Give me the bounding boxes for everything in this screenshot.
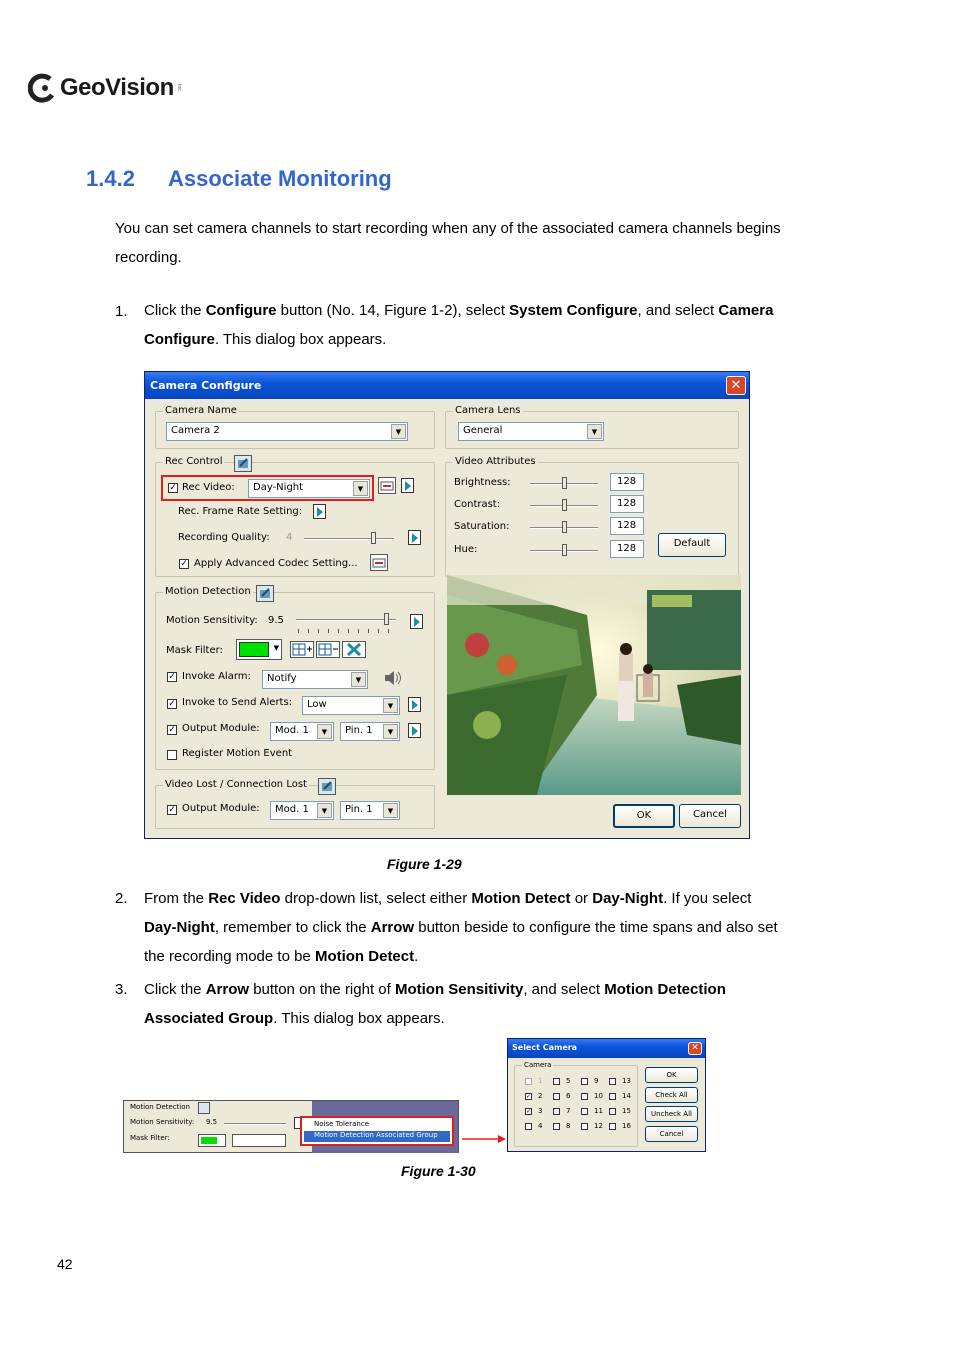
camera-checkbox[interactable] xyxy=(553,1108,560,1115)
section-heading xyxy=(86,166,392,192)
step-1-number: 1. xyxy=(115,303,128,320)
mask-clear-icon[interactable] xyxy=(342,641,366,658)
chevron-down-icon: ▼ xyxy=(587,424,602,439)
sensitivity-value: 9.5 xyxy=(268,615,284,626)
menu-noise-tolerance[interactable]: Noise Tolerance xyxy=(314,1120,370,1128)
motion-detection-snippet xyxy=(123,1100,459,1153)
sensitivity-label: Motion Sensitivity: xyxy=(166,615,258,626)
sensitivity-slider-thumb[interactable] xyxy=(384,613,389,625)
chevron-down-icon: ▼ xyxy=(317,724,332,739)
camera-checkbox[interactable] xyxy=(609,1093,616,1100)
step-2-text: From the Rec Video drop-down list, select either Motion Detect or Day-Night. If you select Day-Night, remember to click the Arrow button beside to configure the time spans and also set the recording mode to be Motion Detect. xyxy=(144,890,778,965)
brightness-label: Brightness: xyxy=(454,477,511,488)
codec-label: Apply Advanced Codec Setting... xyxy=(194,558,358,569)
camera-checkbox-label: 10 xyxy=(594,1092,603,1100)
close-button[interactable]: ✕ xyxy=(726,376,746,395)
camera-name-select[interactable]: Camera 2 ▼ xyxy=(166,422,408,441)
camera-lens-label: Camera Lens xyxy=(455,405,521,416)
menu-associated-group[interactable]: Motion Detection Associated Group xyxy=(304,1131,450,1142)
camera-checkbox[interactable] xyxy=(581,1123,588,1130)
snippet-motion-icon[interactable] xyxy=(198,1102,210,1114)
dialog-title: Camera Configure xyxy=(150,379,262,392)
sensitivity-ticks xyxy=(298,629,394,633)
saturation-value[interactable]: 128 xyxy=(610,517,644,535)
frame-rate-arrow-button[interactable] xyxy=(313,504,326,519)
snippet-context-menu xyxy=(300,1116,454,1146)
quality-slider[interactable] xyxy=(304,538,394,540)
motion-detection-icon[interactable] xyxy=(256,585,274,602)
camera-checkbox-label: 13 xyxy=(622,1077,631,1085)
geovision-logo xyxy=(28,68,182,108)
cancel-button[interactable]: Cancel xyxy=(679,804,741,828)
camera-checkbox[interactable]: ✓ xyxy=(526,1093,532,1100)
chevron-down-icon: ▼ xyxy=(391,424,406,439)
default-button[interactable]: Default xyxy=(658,533,726,557)
chevron-down-icon: ▼ xyxy=(273,644,279,652)
select-camera-title: Select Camera xyxy=(512,1043,578,1052)
snippet-mask-label: Mask Filter: xyxy=(130,1134,170,1142)
camera-checkbox[interactable] xyxy=(609,1108,616,1115)
chevron-down-icon: ▼ xyxy=(383,803,398,818)
snippet-motion-label: Motion Detection xyxy=(130,1103,190,1111)
output-pin-select[interactable]: Pin. 1 ▼ xyxy=(340,722,400,741)
camera-checkbox[interactable]: ✓ xyxy=(526,1108,532,1115)
step-1-text: Click the Configure button (No. 14, Figure 1-2), select System Configure, and select Camera Configure. This dialog box appears. xyxy=(144,302,774,348)
intro-line: You can set camera channels to start recording when any of the associated camera channels begins xyxy=(115,220,781,237)
rec-control-schedule-icon[interactable] xyxy=(234,455,252,472)
contrast-value[interactable]: 128 xyxy=(610,495,644,513)
output-module-label: Output Module: xyxy=(182,723,260,734)
camera-checkbox-label: 9 xyxy=(594,1077,599,1085)
section-title: Associate Monitoring xyxy=(168,166,392,191)
motion-detection-label: Motion Detection xyxy=(165,586,251,597)
camera-name-group xyxy=(155,405,435,449)
saturation-slider-thumb[interactable] xyxy=(562,521,567,533)
speaker-icon[interactable] xyxy=(382,669,402,687)
video-lost-label: Video Lost / Connection Lost xyxy=(165,779,307,790)
snippet-sensitivity-slider[interactable] xyxy=(224,1123,286,1125)
camera-checkbox-label: 16 xyxy=(622,1122,631,1130)
intro-line: recording. xyxy=(115,249,182,266)
camera-checkbox-label: 3 xyxy=(538,1107,543,1115)
chevron-down-icon: ▼ xyxy=(353,481,368,496)
uncheck-all-button[interactable]: Uncheck All xyxy=(645,1106,698,1122)
send-alerts-select[interactable]: Low ▼ xyxy=(302,696,400,715)
quality-slider-thumb[interactable] xyxy=(371,532,376,544)
mask-remove-icon[interactable] xyxy=(316,641,340,658)
contrast-label: Contrast: xyxy=(454,499,501,510)
camera-checkbox[interactable] xyxy=(553,1093,560,1100)
check-all-button[interactable]: Check All xyxy=(645,1087,698,1103)
camera-name-label: Camera Name xyxy=(165,405,237,416)
camera-checkbox-label: 11 xyxy=(594,1107,603,1115)
camera-checkbox-label: 1 xyxy=(538,1077,543,1085)
mask-filter-label: Mask Filter: xyxy=(166,645,223,656)
camera-preview-image xyxy=(447,575,741,795)
motion-detection-group xyxy=(155,586,435,770)
figure-1-30-caption: Figure 1-30 xyxy=(401,1163,476,1179)
video-lost-mod-select[interactable]: Mod. 1 ▼ xyxy=(270,801,334,820)
brightness-slider-thumb[interactable] xyxy=(562,477,567,489)
snippet-sensitivity-label: Motion Sensitivity: xyxy=(130,1118,195,1126)
hue-slider-thumb[interactable] xyxy=(562,544,567,556)
ok-button[interactable]: OK xyxy=(613,804,675,828)
rec-video-arrow-button[interactable] xyxy=(401,478,414,493)
camera-checkbox-label: 14 xyxy=(622,1092,631,1100)
camera-checkbox-label: 5 xyxy=(566,1077,571,1085)
chevron-down-icon: ▼ xyxy=(351,672,366,687)
video-attributes-group xyxy=(445,456,739,577)
chevron-down-icon: ▼ xyxy=(317,803,332,818)
dialog-titlebar xyxy=(145,372,749,399)
hue-label: Hue: xyxy=(454,544,478,555)
camera-checkbox-label: 2 xyxy=(538,1092,543,1100)
chevron-down-icon: ▼ xyxy=(383,724,398,739)
camera-checkbox-label: 8 xyxy=(566,1122,571,1130)
snippet-sensitivity-value: 9.5 xyxy=(206,1118,218,1126)
geovision-logo-icon xyxy=(28,73,58,103)
page-number: 42 xyxy=(57,1256,73,1272)
select-camera-close-button[interactable]: ✕ xyxy=(688,1042,702,1055)
rec-video-select[interactable]: Day-Night ▼ xyxy=(248,479,370,498)
invoke-alarm-select[interactable]: Notify ▼ xyxy=(262,670,368,689)
codec-checkbox[interactable]: ✓ xyxy=(180,559,188,569)
camera-lens-select[interactable]: General ▼ xyxy=(458,422,604,441)
step-2-number: 2. xyxy=(115,890,128,907)
select-camera-dialog xyxy=(507,1038,706,1152)
camera-checkbox-label: 6 xyxy=(566,1092,571,1100)
sensitivity-slider[interactable] xyxy=(296,619,396,621)
camera-checkbox[interactable] xyxy=(581,1093,588,1100)
video-lost-group xyxy=(155,779,435,829)
codec-settings-icon[interactable] xyxy=(370,554,388,571)
camera-lens-group xyxy=(445,405,739,449)
rec-video-label: Rec Video: xyxy=(182,482,235,493)
camera-checkbox-label: 4 xyxy=(538,1122,543,1130)
select-camera-ok-button[interactable]: OK xyxy=(645,1067,698,1083)
step-3-text: Click the Arrow button on the right of Motion Sensitivity, and select Motion Detection Associated Group. This dialog box appears. xyxy=(144,981,726,1027)
register-motion-label: Register Motion Event xyxy=(182,748,293,759)
camera-checkbox-label: 7 xyxy=(566,1107,571,1115)
figure-1-29-caption: Figure 1-29 xyxy=(387,856,462,872)
video-lost-pin-select[interactable]: Pin. 1 ▼ xyxy=(340,801,400,820)
hue-value[interactable]: 128 xyxy=(610,540,644,558)
camera-group-label: Camera xyxy=(524,1061,552,1069)
camera-checkbox[interactable] xyxy=(553,1123,560,1130)
quality-arrow-button[interactable] xyxy=(408,530,421,545)
intro-paragraph xyxy=(115,214,781,272)
output-module-arrow-button[interactable] xyxy=(408,723,421,738)
register-motion-checkbox[interactable] xyxy=(167,750,177,760)
mask-add-icon[interactable] xyxy=(290,641,314,658)
send-alerts-checkbox[interactable]: ✓ xyxy=(168,699,176,709)
rec-control-label: Rec Control xyxy=(165,456,223,467)
quality-label: Recording Quality: xyxy=(178,532,270,543)
camera-checkbox[interactable] xyxy=(525,1078,532,1085)
video-lost-icon[interactable] xyxy=(318,778,336,795)
camera-checkbox-label: 15 xyxy=(622,1107,631,1115)
snippet-mask-picker[interactable] xyxy=(198,1134,226,1147)
camera-configure-dialog xyxy=(144,371,750,839)
quality-value: 4 xyxy=(286,532,293,543)
send-alerts-label: Invoke to Send Alerts: xyxy=(182,697,293,708)
chevron-down-icon: ▼ xyxy=(383,698,398,713)
contrast-slider-thumb[interactable] xyxy=(562,499,567,511)
output-module-checkbox[interactable]: ✓ xyxy=(168,725,176,735)
saturation-label: Saturation: xyxy=(454,521,510,532)
camera-checkbox[interactable] xyxy=(581,1078,588,1085)
rec-control-group xyxy=(155,456,435,577)
logo-text: GeoVision xyxy=(60,74,174,101)
select-camera-titlebar xyxy=(508,1039,705,1058)
video-lost-output-checkbox[interactable]: ✓ xyxy=(168,805,176,815)
output-mod-select[interactable]: Mod. 1 ▼ xyxy=(270,722,334,741)
camera-checkbox[interactable] xyxy=(553,1078,560,1085)
send-alerts-arrow-button[interactable] xyxy=(408,697,421,712)
invoke-alarm-label: Invoke Alarm: xyxy=(182,671,251,682)
video-lost-output-label: Output Module: xyxy=(182,803,260,814)
camera-checkbox-group xyxy=(514,1061,638,1147)
brightness-value[interactable]: 128 xyxy=(610,473,644,491)
mask-color-picker[interactable] xyxy=(236,639,282,660)
camera-checkbox-label: 12 xyxy=(594,1122,603,1130)
camera-checkbox[interactable] xyxy=(609,1078,616,1085)
camera-checkbox[interactable] xyxy=(609,1123,616,1130)
rec-video-checkbox[interactable]: ✓ xyxy=(169,483,177,493)
sensitivity-arrow-button[interactable] xyxy=(410,614,423,629)
snippet-mask-buttons[interactable] xyxy=(232,1134,286,1147)
select-camera-cancel-button[interactable]: Cancel xyxy=(645,1126,698,1142)
frame-rate-label: Rec. Frame Rate Setting: xyxy=(178,506,303,517)
invoke-alarm-checkbox[interactable]: ✓ xyxy=(168,672,176,682)
red-arrow-icon xyxy=(462,1132,506,1144)
camera-checkbox[interactable] xyxy=(525,1123,532,1130)
camera-checkbox[interactable] xyxy=(581,1108,588,1115)
rec-video-settings-icon[interactable] xyxy=(378,477,396,494)
logo-sub: Inc. xyxy=(175,83,182,93)
video-attributes-label: Video Attributes xyxy=(455,456,536,467)
section-number: 1.4.2 xyxy=(86,166,135,191)
step-3-number: 3. xyxy=(115,981,128,998)
